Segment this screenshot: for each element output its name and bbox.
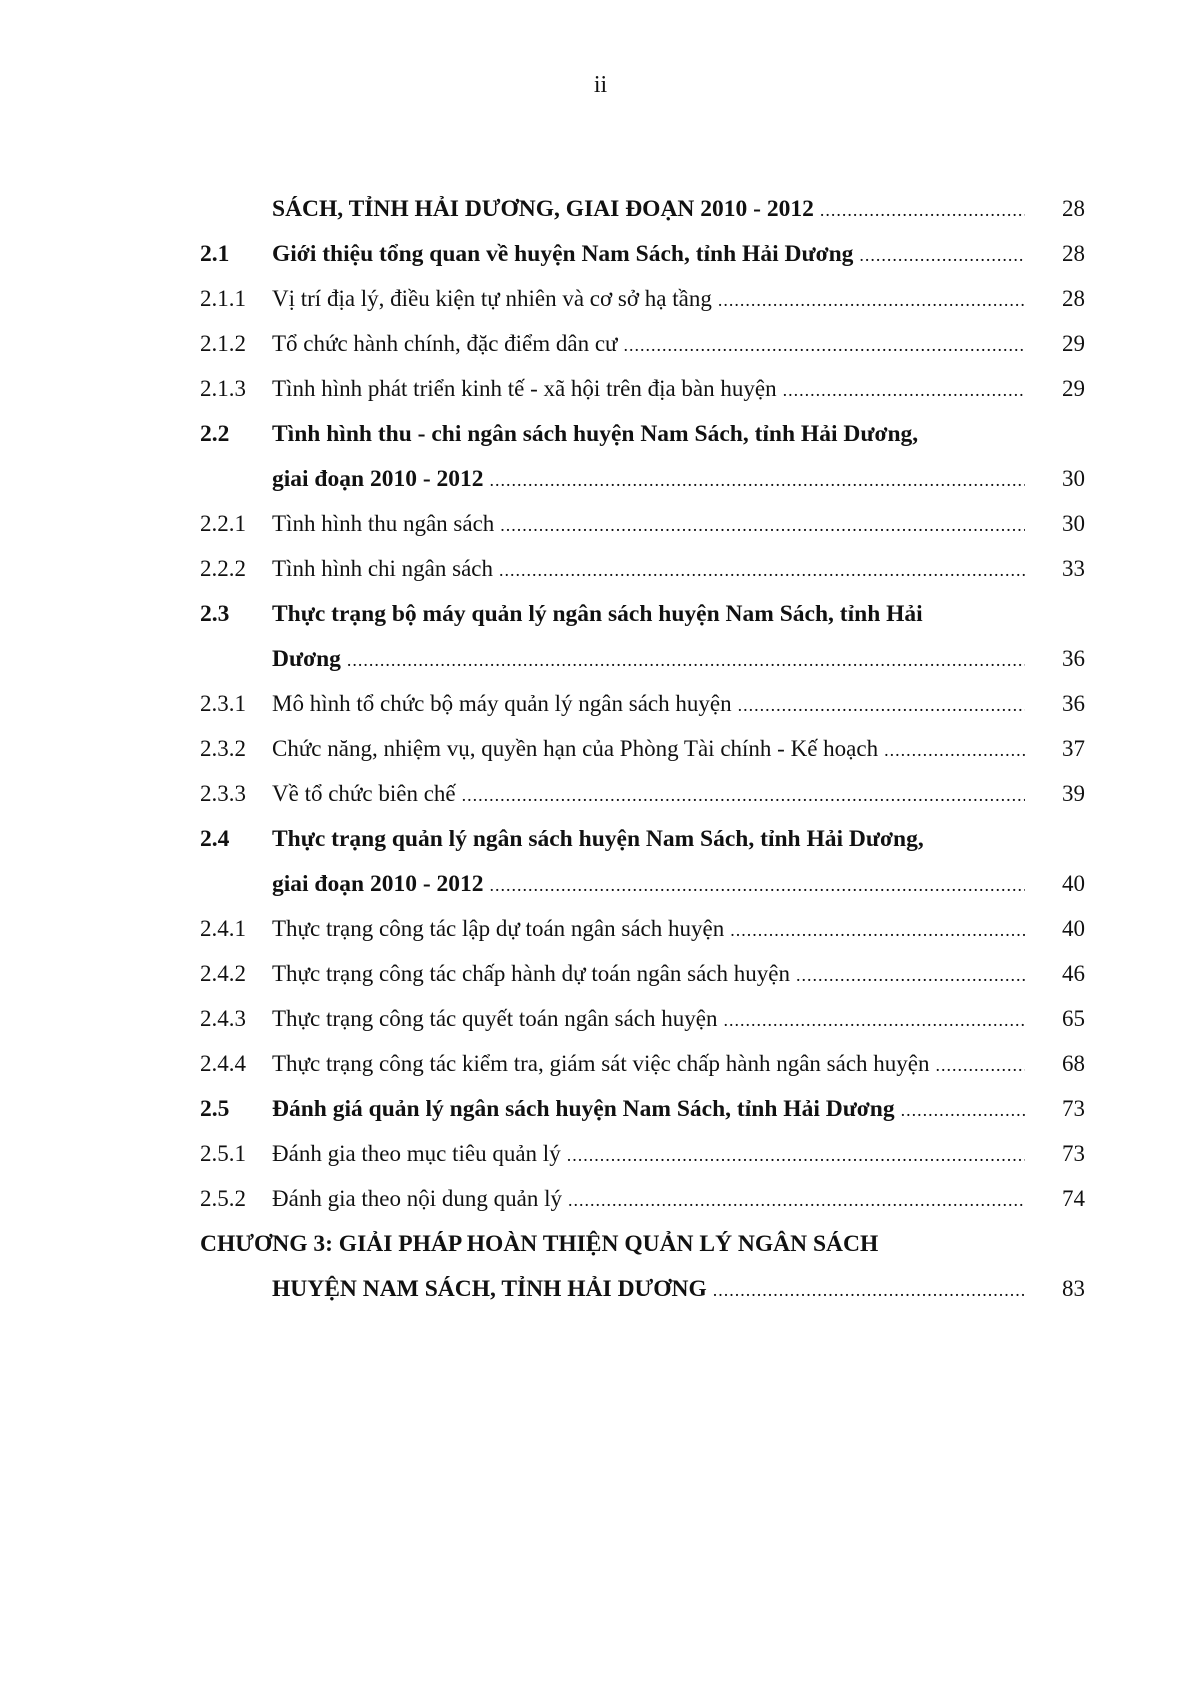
toc-entry-title-wrap — [272, 286, 1029, 312]
toc-entry-number: 2.3.1 — [200, 691, 246, 716]
dot-leader — [490, 470, 1025, 491]
toc-entry-title-wrap — [272, 916, 1029, 942]
toc-entry-page: 29 — [1062, 376, 1085, 401]
dot-leader — [718, 290, 1025, 311]
dot-leader — [901, 1100, 1025, 1121]
toc-entry — [200, 1231, 1085, 1276]
dot-leader — [884, 740, 1025, 761]
toc-entry — [200, 691, 1085, 736]
toc-entry-title: Thực trạng bộ máy quản lý ngân sách huyện Nam Sách, tỉnh Hải — [272, 601, 923, 627]
toc-entry-number: 2.5.1 — [200, 1141, 246, 1166]
toc-entry-title-wrap — [272, 1276, 1029, 1303]
toc-entry — [200, 781, 1085, 826]
toc-entry-title-wrap — [272, 1051, 1029, 1077]
toc-entry-page: 73 — [1062, 1141, 1085, 1166]
toc-entry-title-wrap — [272, 736, 1029, 762]
toc-entry — [200, 1186, 1085, 1231]
toc-entry-number: 2.1.2 — [200, 331, 246, 356]
toc-entry-title-wrap — [272, 376, 1029, 402]
toc-entry-title-wrap — [200, 1231, 1029, 1258]
toc-entry-page: 28 — [1062, 196, 1085, 221]
toc-entry — [200, 241, 1085, 286]
dot-leader — [936, 1055, 1026, 1076]
toc-entry-title: Đánh gia theo mục tiêu quản lý — [272, 1141, 561, 1166]
toc-entry-page: 28 — [1062, 241, 1085, 266]
toc-entry-title: Thực trạng quản lý ngân sách huyện Nam Sách, tỉnh Hải Dương, — [272, 826, 924, 852]
toc-entry-title-wrap — [272, 961, 1029, 987]
toc-entry-title-wrap — [272, 331, 1029, 357]
toc-entry-title: Tình hình phát triển kinh tế - xã hội trên địa bàn huyện — [272, 376, 777, 401]
toc-entry-number: 2.4.4 — [200, 1051, 246, 1076]
toc-entry-number: 2.4.2 — [200, 961, 246, 986]
toc-entry-title: Tình hình thu - chi ngân sách huyện Nam Sách, tỉnh Hải Dương, — [272, 421, 919, 447]
toc-entry — [200, 511, 1085, 556]
toc-entry-page: 37 — [1062, 736, 1085, 761]
dot-leader — [568, 1190, 1025, 1211]
toc-entry-page: 74 — [1062, 1186, 1085, 1211]
toc-entry-number: 2.2.2 — [200, 556, 246, 581]
dot-leader — [499, 560, 1025, 581]
toc-entry-title: Đánh giá quản lý ngân sách huyện Nam Sách, tỉnh Hải Dương — [272, 1096, 895, 1122]
toc-entry-page: 28 — [1062, 286, 1085, 311]
toc-entry-title-wrap — [272, 241, 1029, 268]
toc-entry-title: Dương — [272, 646, 341, 672]
toc-entry — [200, 826, 1085, 871]
toc-entry — [200, 556, 1085, 601]
toc-entry — [200, 376, 1085, 421]
toc-entry-page: 30 — [1062, 511, 1085, 536]
toc-entry-number: 2.4 — [200, 826, 230, 852]
toc-entry-title: HUYỆN NAM SÁCH, TỈNH HẢI DƯƠNG — [272, 1276, 707, 1302]
toc-entry-number: 2.1 — [200, 241, 230, 267]
dot-leader — [567, 1145, 1025, 1166]
toc-entry-number: 2.5 — [200, 1096, 230, 1122]
toc-entry — [200, 961, 1085, 1006]
toc-entry-title: Về tổ chức biên chế — [272, 781, 456, 806]
dot-leader — [500, 515, 1025, 536]
toc-entry-number: 2.3.3 — [200, 781, 246, 806]
toc-entry-title-wrap — [272, 421, 1029, 448]
toc-entry-title-wrap — [272, 466, 1029, 493]
toc-entry-title: Mô hình tổ chức bộ máy quản lý ngân sách huyện — [272, 691, 732, 716]
dot-leader — [347, 650, 1025, 671]
toc-entry-page: 39 — [1062, 781, 1085, 806]
dot-leader — [796, 965, 1025, 986]
toc-entry-title: Đánh gia theo nội dung quản lý — [272, 1186, 563, 1211]
toc-entry-page: 40 — [1062, 916, 1085, 941]
toc-entry — [200, 646, 1085, 691]
toc-entry-title-wrap — [272, 871, 1029, 898]
toc-entry-title-wrap — [272, 781, 1029, 807]
toc-entry-title-wrap — [272, 511, 1029, 537]
toc-entry-title: Tổ chức hành chính, đặc điểm dân cư — [272, 331, 618, 356]
dot-leader — [624, 335, 1025, 356]
toc-entry-title-wrap — [272, 196, 1029, 223]
toc-entry-title: Thực trạng công tác kiểm tra, giám sát việc chấp hành ngân sách huyện — [272, 1051, 930, 1076]
dot-leader — [738, 695, 1025, 716]
dot-leader — [730, 920, 1025, 941]
toc-entry-title: Tình hình chi ngân sách — [272, 556, 494, 581]
toc-entry-title: Vị trí địa lý, điều kiện tự nhiên và cơ sở hạ tầng — [272, 286, 712, 311]
toc-entry-title-wrap — [272, 1006, 1029, 1032]
toc-entry-number: 2.1.1 — [200, 286, 246, 311]
dot-leader — [490, 875, 1025, 896]
dot-leader — [859, 245, 1025, 266]
toc-entry — [200, 736, 1085, 781]
toc-entry-page: 36 — [1062, 646, 1085, 671]
table-of-contents — [200, 196, 1085, 1321]
page-number: ii — [593, 72, 608, 98]
toc-entry-number: 2.4.1 — [200, 916, 246, 941]
toc-entry-title-wrap — [272, 646, 1029, 673]
dot-leader — [820, 200, 1025, 221]
toc-entry-page: 68 — [1062, 1051, 1085, 1076]
toc-entry — [200, 466, 1085, 511]
toc-entry-number: 2.3 — [200, 601, 230, 627]
toc-entry — [200, 331, 1085, 376]
dot-leader — [713, 1280, 1025, 1301]
dot-leader — [723, 1010, 1025, 1031]
toc-entry-title: SÁCH, TỈNH HẢI DƯƠNG, GIAI ĐOẠN 2010 - 2012 — [272, 196, 814, 222]
toc-entry — [200, 601, 1085, 646]
toc-entry-title-wrap — [272, 1141, 1029, 1167]
toc-entry — [200, 916, 1085, 961]
toc-entry-title: Giới thiệu tổng quan về huyện Nam Sách, tỉnh Hải Dương — [272, 241, 854, 267]
toc-entry-number: 2.3.2 — [200, 736, 246, 761]
toc-entry-title: Thực trạng công tác lập dự toán ngân sách huyện — [272, 916, 725, 941]
toc-entry-title: giai đoạn 2010 - 2012 — [272, 466, 484, 492]
toc-entry-number: 2.1.3 — [200, 376, 246, 401]
toc-entry-page: 40 — [1062, 871, 1085, 896]
toc-entry — [200, 1141, 1085, 1186]
toc-entry — [200, 286, 1085, 331]
toc-entry-title-wrap — [272, 556, 1029, 582]
toc-entry-title: giai đoạn 2010 - 2012 — [272, 871, 484, 897]
toc-entry-number: 2.2 — [200, 421, 230, 447]
toc-entry-page: 29 — [1062, 331, 1085, 356]
toc-entry — [200, 1051, 1085, 1096]
toc-entry-title: Chức năng, nhiệm vụ, quyền hạn của Phòng Tài chính - Kế hoạch — [272, 736, 879, 761]
toc-entry-page: 46 — [1062, 961, 1085, 986]
toc-entry-number: 2.5.2 — [200, 1186, 246, 1211]
toc-entry — [200, 421, 1085, 466]
toc-entry-title: Thực trạng công tác chấp hành dự toán ngân sách huyện — [272, 961, 790, 986]
toc-entry — [200, 1006, 1085, 1051]
toc-entry-page: 33 — [1062, 556, 1085, 581]
toc-entry-title-wrap — [272, 1186, 1029, 1212]
dot-leader — [462, 785, 1025, 806]
toc-entry-title-wrap — [272, 1096, 1029, 1123]
toc-entry-page: 65 — [1062, 1006, 1085, 1031]
toc-entry — [200, 1096, 1085, 1141]
toc-entry-title-wrap — [272, 691, 1029, 717]
toc-entry-page: 36 — [1062, 691, 1085, 716]
toc-entry-page: 73 — [1062, 1096, 1085, 1121]
toc-entry — [200, 1276, 1085, 1321]
toc-entry-title-wrap — [272, 601, 1029, 628]
toc-entry-title-wrap — [272, 826, 1029, 853]
toc-entry — [200, 871, 1085, 916]
toc-entry-title: CHƯƠNG 3: GIẢI PHÁP HOÀN THIỆN QUẢN LÝ NGÂN SÁCH — [200, 1231, 879, 1257]
toc-entry-page: 30 — [1062, 466, 1085, 491]
toc-entry-number: 2.2.1 — [200, 511, 246, 536]
dot-leader — [783, 380, 1025, 401]
toc-entry-page: 83 — [1062, 1276, 1085, 1301]
toc-entry-title: Tình hình thu ngân sách — [272, 511, 495, 536]
toc-entry-title: Thực trạng công tác quyết toán ngân sách huyện — [272, 1006, 718, 1031]
toc-entry — [200, 196, 1085, 241]
toc-entry-number: 2.4.3 — [200, 1006, 246, 1031]
